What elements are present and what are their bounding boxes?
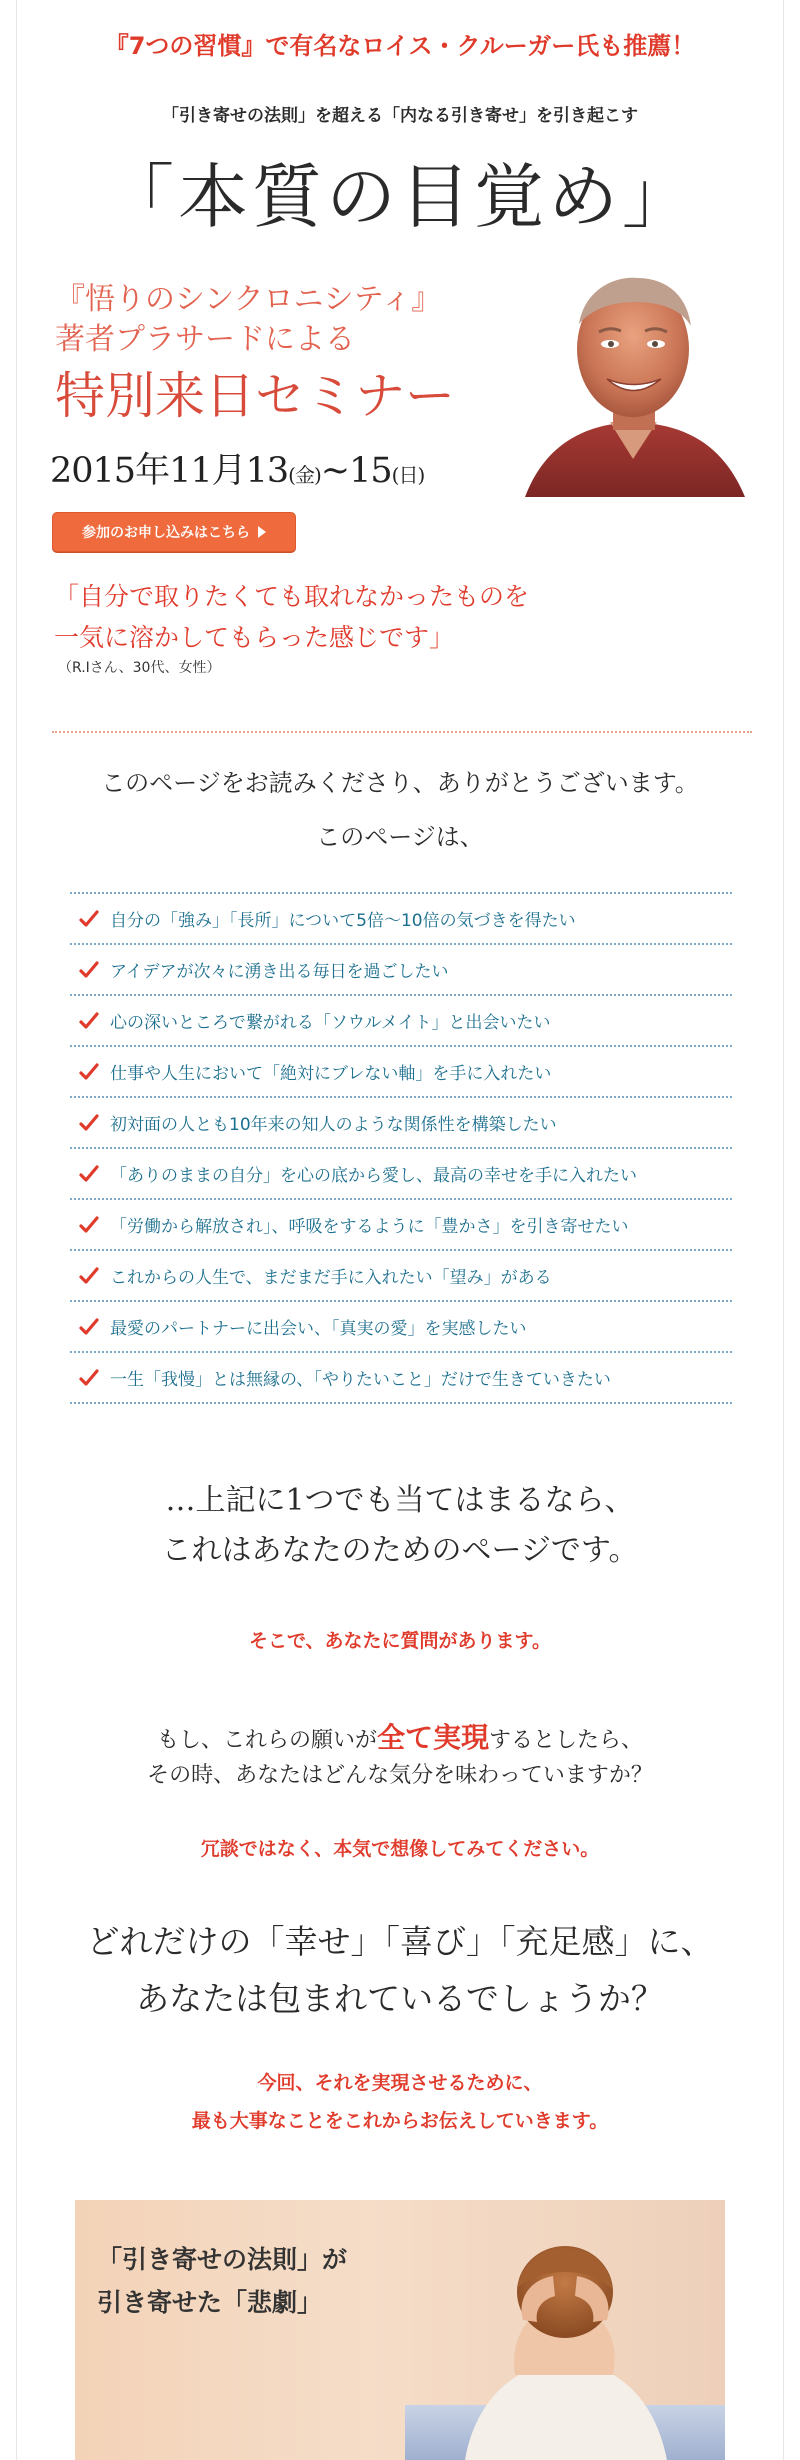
closing-callout: 今回、それを実現させるために、 (257, 2072, 543, 2094)
happiness-line: どれだけの「幸せ」「喜び」「充足感」に、 (86, 1922, 714, 1961)
checklist-item-text: 自分の「強み」「長所」について5倍～10倍の気づきを得たい (110, 911, 576, 931)
checkmark-icon (78, 1266, 110, 1286)
wish-post: するとしたら、 (489, 1728, 644, 1753)
checklist-item (70, 1302, 732, 1353)
date-end: ~15 (320, 451, 392, 491)
checkmark-icon (78, 1011, 110, 1031)
testimonial-attribution: （R.Iさん、30代、女性） (58, 660, 221, 676)
checkmark-icon (78, 1062, 110, 1082)
wish-pre: もし、これらの願いが (156, 1728, 377, 1753)
testimonial-quote (54, 576, 529, 658)
sub-headline: 「引き寄せの法則」を超える「内なる引き寄せ」を引き起こす (162, 106, 638, 126)
section-divider (52, 731, 752, 733)
checkmark-icon (78, 1113, 110, 1133)
if-statement-line: …上記に1つでも当てはまるなら、 (165, 1483, 635, 1518)
checklist-item (70, 894, 732, 945)
play-arrow-icon (258, 526, 266, 538)
page-title: 「本質の目覚め」 (104, 156, 696, 238)
recommendation-headline: 『7つの習慣』で有名なロイス・クルーガー氏も推薦！ (104, 32, 696, 60)
intro-lead: このページは、 (316, 823, 484, 851)
checkmark-icon (78, 1368, 110, 1388)
checkmark-icon (78, 960, 110, 980)
if-statement-line: これはあなたのためのページです。 (161, 1533, 639, 1568)
checklist-item (70, 1200, 732, 1251)
checkmark-icon (78, 1164, 110, 1184)
checklist-item-text: 仕事や人生において「絶対にブレない軸」を手に入れたい (110, 1064, 552, 1084)
tragedy-banner (75, 2200, 725, 2460)
checklist-item-text: 「労働から解放され」、呼吸をするように「豊かさ」を引き寄せたい (110, 1217, 629, 1237)
checklist-item (70, 1098, 732, 1149)
checkmark-icon (78, 1317, 110, 1337)
intro-thanks: このページをお読みくださり、ありがとうございます。 (101, 769, 699, 797)
seminar-date (50, 443, 424, 493)
imagine-callout: 冗談ではなく、本気で想像してみてください。 (200, 1838, 600, 1860)
checklist-item-text: 最愛のパートナーに出会い、「真実の愛」を実感したい (110, 1319, 527, 1339)
happiness-line: あなたは包まれているでしょうか？ (136, 1979, 664, 2018)
speaker-photo (515, 254, 751, 497)
checkmark-icon (78, 1215, 110, 1235)
checklist-item-text: 初対面の人とも10年来の知人のような関係性を構築したい (110, 1115, 557, 1135)
checklist-item (70, 1149, 732, 1200)
apply-button-label: 参加のお申し込みはこちら (82, 525, 250, 541)
distressed-woman-image (405, 2200, 725, 2460)
checklist-item-text: これからの人生で、まだまだ手に入れたい「望み」がある (110, 1268, 552, 1288)
wish-highlight: 全て実現 (376, 1721, 489, 1754)
banner-heading-line: 「引き寄せの法則」が (97, 2245, 348, 2274)
checklist-item-text: アイデアが次々に湧き出る毎日を過ごしたい (110, 962, 449, 982)
checklist-item (70, 1251, 732, 1302)
date-year: 2015年 (50, 451, 170, 491)
closing-callout: 最も大事なことをこれからお伝えしていきます。 (191, 2110, 609, 2132)
wish-question-line: その時、あなたはどんな気分を味わっていますか？ (147, 1763, 653, 1788)
date-main: 11月13 (169, 451, 289, 491)
testimonial-line: 「自分で取りたくても取れなかったものを (54, 582, 530, 611)
checklist-item (70, 1353, 732, 1404)
banner-heading-line: 引き寄せた「悲劇」 (97, 2288, 323, 2317)
book-title: 『悟りのシンクロニシティ』 (55, 282, 442, 317)
checkmark-icon (78, 909, 110, 929)
checklist-item (70, 945, 732, 996)
testimonial-line: 一気に溶かしてもらった感じです」 (54, 623, 455, 652)
checklist-item (70, 1047, 732, 1098)
seminar-title: 特別来日セミナー (55, 367, 455, 425)
date-day-start: (金) (288, 463, 321, 487)
question-callout: そこで、あなたに質問があります。 (248, 1630, 552, 1652)
checklist-item-text: 心の深いところで繋がれる「ソウルメイト」と出会いたい (110, 1013, 551, 1033)
apply-button[interactable] (52, 512, 296, 552)
wish-checklist (70, 892, 732, 1404)
author-line: 著者プラサードによる (55, 322, 355, 357)
checklist-item-text: 一生「我慢」とは無縁の、「やりたいこと」だけで生きていきたい (110, 1370, 611, 1390)
checklist-item-text: 「ありのままの自分」を心の底から愛し、最高の幸せを手に入れたい (110, 1166, 637, 1186)
checklist-item (70, 996, 732, 1047)
date-day-end: (日) (391, 463, 425, 487)
wish-question-line (0, 1716, 800, 1756)
